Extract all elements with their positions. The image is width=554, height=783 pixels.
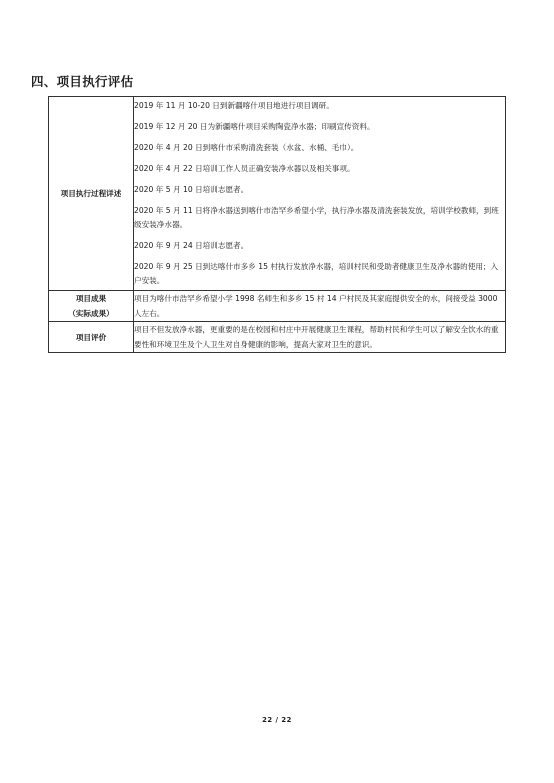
list-item: 2020 年 5 月 11 日将净水器送到喀什市浩罕乡希望小学，执行净水器及清洗套装发放，培训学校教师，到班级安装净水器。 (134, 206, 499, 229)
row-label-process: 项目执行过程详述 (49, 97, 134, 291)
list-item: 2020 年 5 月 10 日培训志愿者。 (134, 185, 249, 194)
process-details (134, 97, 506, 291)
evaluation-text (134, 322, 506, 353)
evaluation-table (48, 96, 506, 353)
list-item: 2019 年 11 月 10-20 日到新疆喀什项目地进行项目调研。 (134, 101, 334, 110)
row-label-results (49, 291, 134, 322)
row-label-evaluation: 项目评价 (49, 322, 134, 353)
row-label-results-sub: （实际成果） (68, 309, 114, 318)
row-label-results-main: 项目成果 (75, 294, 107, 303)
table-row (49, 322, 506, 353)
results-text (134, 291, 506, 322)
page-number: 22 / 22 (262, 716, 292, 724)
list-item: 2020 年 9 月 24 日培训志愿者。 (134, 241, 249, 250)
evaluation-paragraph: 项目不但发放净水器，更重要的是在校园和村庄中开展健康卫生课程，帮助村民和学生可以了解安全饮水的重要性和环境卫生及个人卫生对自身健康的影响，提高大家对卫生的意识。 (134, 325, 499, 349)
results-paragraph: 项目为喀什市浩罕乡希望小学 1998 名师生和多乡 15 村 14 户村民及其家庭提供安全的水，间接受益 3000 人左右。 (134, 294, 498, 318)
list-item: 2019 年 12 月 20 日为新疆喀什项目采购陶瓷净水器；印刷宣传资料。 (134, 122, 375, 131)
list-item: 2020 年 4 月 20 日到喀什市采购清洗套装（水盆、水桶、毛巾）。 (134, 143, 359, 152)
table-row (49, 291, 506, 322)
table-row (49, 97, 506, 291)
section-title: 四、项目执行评估 (31, 74, 134, 89)
list-item: 2020 年 4 月 22 日培训工作人员正确安装净水器以及相关事项。 (134, 164, 355, 173)
list-item: 2020 年 9 月 25 日到达喀什市多乡 15 村执行发放净水器，培训村民和受助者健康卫生及净水器的使用；入户安装。 (134, 262, 499, 285)
